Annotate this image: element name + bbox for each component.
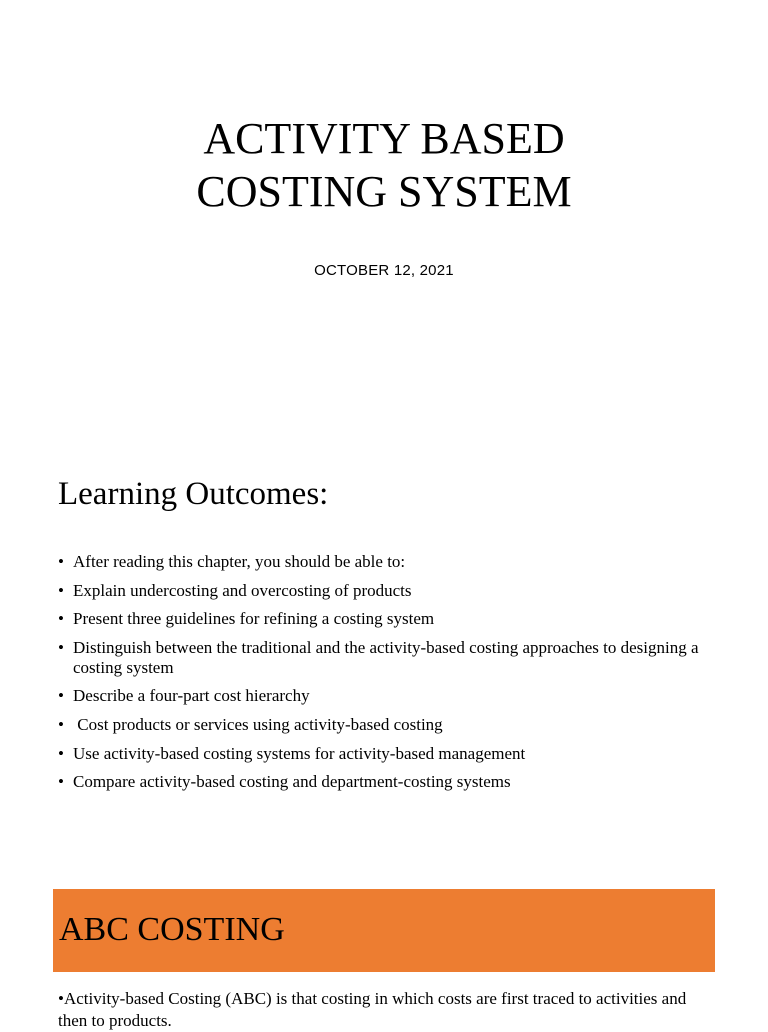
title-line-2: COSTING SYSTEM <box>196 167 572 216</box>
learning-outcomes-slide <box>0 440 768 840</box>
outcome-item: • Explain undercosting and overcosting of products <box>58 581 718 601</box>
title-slide <box>0 0 768 440</box>
abc-definition: •Activity-based Costing (ABC) is that costing in which costs are first traced to activities and then to products. <box>58 989 687 1030</box>
outcome-item: • Present three guidelines for refining a costing system <box>58 609 718 629</box>
outcome-item: • Cost products or services using activity-based costing <box>58 715 718 735</box>
outcome-item: • Compare activity-based costing and department-costing systems <box>58 772 718 792</box>
outcome-item: • Distinguish between the traditional and the activity-based costing approaches to designing a costing system <box>58 638 718 678</box>
presentation-title <box>0 112 768 218</box>
outcomes-list <box>58 552 718 801</box>
outcome-item: • Describe a four-part cost hierarchy <box>58 686 718 706</box>
presentation-date: OCTOBER 12, 2021 <box>314 262 454 279</box>
outcome-item: • After reading this chapter, you should be able to: <box>58 552 718 572</box>
abc-costing-slide <box>0 840 768 1030</box>
outcome-item: • Use activity-based costing systems for activity-based management <box>58 744 718 764</box>
abc-heading: ABC COSTING <box>59 911 285 948</box>
outcomes-heading: Learning Outcomes: <box>58 476 329 512</box>
abc-heading-band <box>53 889 715 972</box>
title-line-1: ACTIVITY BASED <box>203 114 565 163</box>
